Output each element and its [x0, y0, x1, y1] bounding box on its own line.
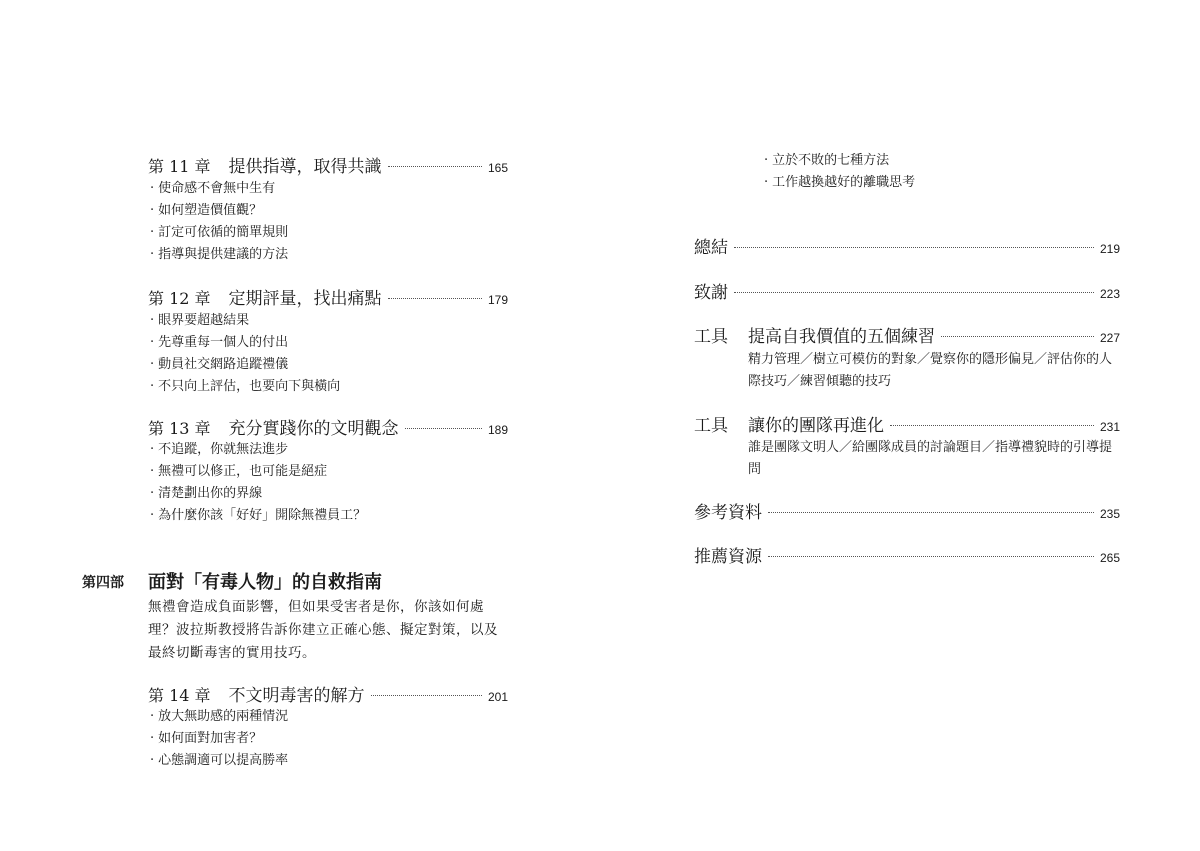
dot-leader — [388, 298, 482, 299]
part-description: 無禮會造成負面影響，但如果受害者是你，你該如何處理？波拉斯教授將告訴你建立正確心態、擬定對策，以及最終切斷毒害的實用技巧。 — [148, 599, 498, 661]
chapter-14-sections — [150, 706, 288, 772]
references-entry[interactable] — [694, 498, 1120, 523]
chapter-heading — [148, 152, 382, 177]
chapter-title: 充分實踐你的文明觀念 — [228, 419, 399, 439]
dot-leader — [890, 425, 1094, 426]
tool-2-description: 誰是團隊文明人／給團隊成員的討論題目／指導禮貌時的引導提問 — [748, 440, 1113, 477]
section-item: · 如何面對加害者？ — [150, 728, 288, 750]
section-item: · 清楚劃出你的界線 — [150, 483, 366, 505]
page-number: 219 — [1099, 242, 1120, 256]
dot-leader — [734, 247, 1094, 248]
section-item: · 心態調適可以提高勝率 — [150, 750, 288, 772]
section-item: · 不追蹤，你就無法進步 — [150, 439, 366, 461]
resources-entry[interactable] — [694, 542, 1120, 567]
page-number: 227 — [1099, 331, 1120, 345]
tool-prefix: 工具 — [694, 327, 728, 347]
page-number: 265 — [1099, 551, 1120, 565]
chapter-title: 定期評量，找出痛點 — [228, 289, 382, 309]
section-item: · 使命感不會無中生有 — [150, 178, 288, 200]
right-page — [600, 0, 1200, 851]
section-item: · 訂定可依循的簡單規則 — [150, 222, 288, 244]
chapter-heading — [148, 284, 382, 309]
thanks-label: 致謝 — [694, 283, 728, 303]
section-item: · 不只向上評估，也要向下與橫向 — [150, 376, 340, 398]
dot-leader — [405, 428, 482, 429]
section-item: · 動員社交網路追蹤禮儀 — [150, 354, 340, 376]
page-number: 231 — [1099, 420, 1120, 434]
part-label: 第四部 — [82, 575, 124, 591]
chapter-11-sections — [150, 178, 288, 266]
chapter-13-entry[interactable] — [148, 414, 508, 439]
page-number: 189 — [487, 423, 508, 437]
section-item: · 如何塑造價值觀？ — [150, 200, 288, 222]
tool-heading — [694, 411, 884, 436]
resources-label: 推薦資源 — [694, 547, 762, 567]
chapter-title: 提供指導，取得共識 — [228, 157, 382, 177]
continued-sections — [764, 150, 915, 194]
dot-leader — [768, 512, 1094, 513]
chapter-title: 不文明毒害的解方 — [228, 686, 365, 706]
tool-heading — [694, 322, 935, 347]
section-item: · 為什麼你該「好好」開除無禮員工？ — [150, 505, 366, 527]
thanks-entry[interactable] — [694, 278, 1120, 303]
section-item: · 立於不敗的七種方法 — [764, 150, 915, 172]
chapter-14-entry[interactable] — [148, 681, 508, 706]
tool-2-entry[interactable] — [694, 411, 1120, 436]
tool-title: 讓你的團隊再進化 — [748, 416, 884, 436]
tool-prefix: 工具 — [694, 416, 728, 436]
chapter-heading — [148, 414, 399, 439]
chapter-11-entry[interactable] — [148, 152, 508, 177]
dot-leader — [941, 336, 1094, 337]
page-number: 165 — [487, 161, 508, 175]
section-item: · 無禮可以修正，也可能是絕症 — [150, 461, 366, 483]
section-item: · 工作越換越好的離職思考 — [764, 172, 915, 194]
section-item: · 眼界要超越結果 — [150, 310, 340, 332]
dot-leader — [371, 695, 482, 696]
summary-entry[interactable] — [694, 233, 1120, 258]
references-label: 參考資料 — [694, 503, 762, 523]
summary-label: 總結 — [694, 238, 728, 258]
chapter-12-entry[interactable] — [148, 284, 508, 309]
section-item: · 先尊重每一個人的付出 — [150, 332, 340, 354]
tool-1-entry[interactable] — [694, 322, 1120, 347]
dot-leader — [388, 166, 482, 167]
page-number: 201 — [487, 690, 508, 704]
dot-leader — [734, 292, 1094, 293]
chapter-heading — [148, 681, 365, 706]
chapter-number: 第 13 章 — [148, 419, 211, 438]
chapter-13-sections — [150, 439, 366, 527]
chapter-12-sections — [150, 310, 340, 398]
page-number: 235 — [1099, 507, 1120, 521]
dot-leader — [768, 556, 1094, 557]
tool-title: 提高自我價值的五個練習 — [748, 327, 935, 347]
section-item: · 指導與提供建議的方法 — [150, 244, 288, 266]
page-number: 179 — [487, 293, 508, 307]
part-title: 面對「有毒人物」的自救指南 — [148, 572, 382, 593]
section-item: · 放大無助感的兩種情況 — [150, 706, 288, 728]
chapter-number: 第 12 章 — [148, 289, 211, 308]
page-number: 223 — [1099, 287, 1120, 301]
chapter-number: 第 14 章 — [148, 686, 211, 705]
tool-1-description: 精力管理／樹立可模仿的對象／覺察你的隱形偏見／評估你的人際技巧／練習傾聽的技巧 — [748, 352, 1113, 389]
chapter-number: 第 11 章 — [148, 157, 211, 176]
